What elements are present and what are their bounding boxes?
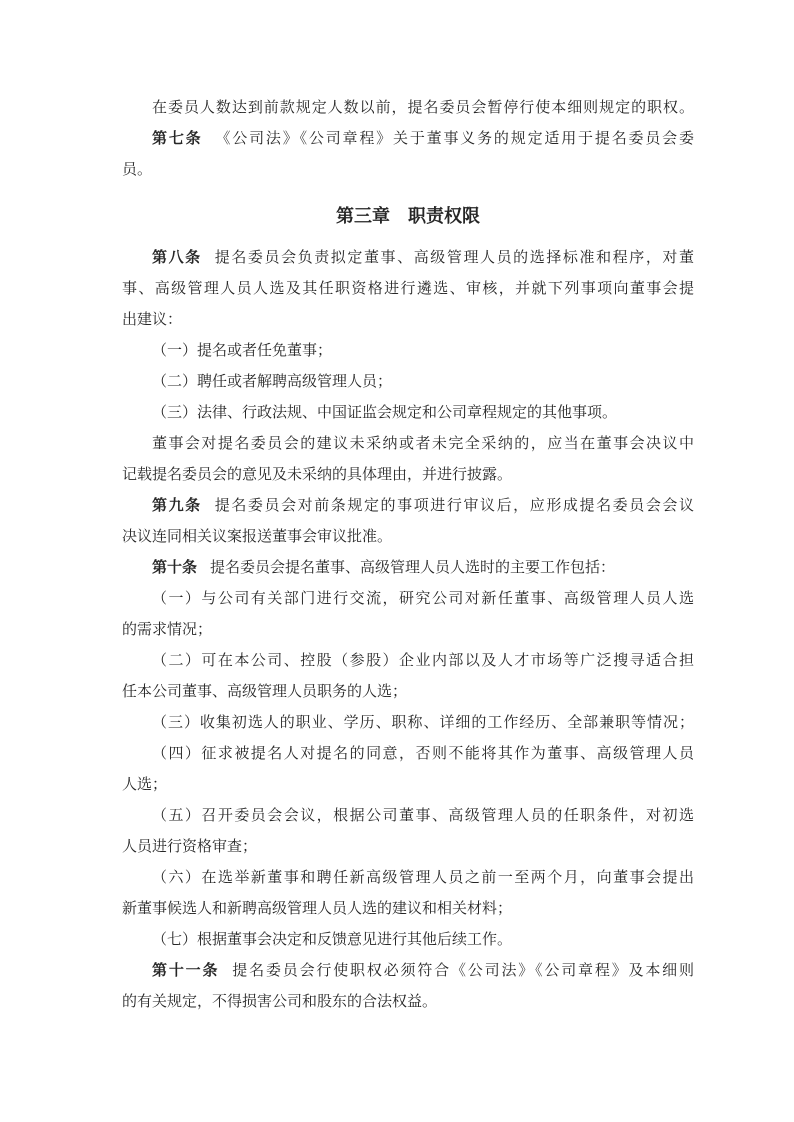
chapter-heading: 第三章 职责权限 [336,206,480,226]
document-line [122,124,694,155]
document-line: （三）法律、行政法规、中国证监会规定和公司章程规定的其他事项。 [152,405,618,421]
document-line [122,553,694,584]
document-line: 任本公司董事、高级管理人员职务的人选； [122,684,408,700]
line-text: 提名委员会行使职权必须符合《公司法》《公司章程》及本细则 [232,963,694,979]
document-line: 决议连同相关议案报送董事会审议批准。 [122,529,393,545]
line-text: 提名委员会负责拟定董事、高级管理人员的选择标准和程序，对董 [214,250,694,266]
article-number: 第十条 [152,560,198,576]
document-line: 人选； [122,777,168,793]
document-line: 出建议： [122,312,183,328]
document-line [122,491,694,522]
document-line: 在委员人数达到前款规定人数以前，提名委员会暂停行使本细则规定的职权。 [152,100,694,116]
document-line: 的有关规定，不得损害公司和股东的合法权益。 [122,994,438,1010]
document-line: （四）征求被提名人对提名的同意，否则不能将其作为董事、高级管理人员 [152,746,694,762]
document-line: 新董事候选人和新聘高级管理人员人选的建议和相关材料； [122,901,513,917]
line-text: 《公司法》《公司章程》关于董事义务的规定适用于提名委员会委 [215,131,694,147]
document-line: 记载提名委员会的意见及未采纳的具体理由，并进行披露。 [122,467,513,483]
document-line: （一）与公司有关部门进行交流，研究公司对新任董事、高级管理人员人选 [152,591,694,607]
article-number: 第七条 [152,131,203,147]
document-line: 员。 [122,162,153,178]
article-number: 第八条 [152,250,202,266]
document-line: 的需求情况； [122,622,213,638]
document-body [122,93,694,1018]
document-line: 人员进行资格审查； [122,839,258,855]
article-number: 第十一条 [152,963,220,979]
document-line: （五）召开委员会会议，根据公司董事、高级管理人员的任职条件，对初选 [152,808,694,824]
document-line: （二）聘任或者解聘高级管理人员； [152,374,393,390]
document-line: （三）收集初选人的职业、学历、职称、详细的工作经历、全部兼职等情况； [152,715,694,731]
document-line: （七）根据董事会决定和反馈意见进行其他后续工作。 [152,932,513,948]
line-text: 提名委员会对前条规定的事项进行审议后，应形成提名委员会会议 [214,498,694,514]
article-number: 第九条 [152,498,202,514]
document-line [122,243,694,274]
document-line: （二）可在本公司、控股（参股）企业内部以及人才市场等广泛搜寻适合担 [152,653,694,669]
document-line: 事、高级管理人员人选及其任职资格进行遴选、审核，并就下列事项向董事会提 [122,281,694,297]
document-line [122,956,694,987]
document-line: （一）提名或者任免董事； [152,343,333,359]
line-text: 提名委员会提名董事、高级管理人员人选时的主要工作包括： [210,560,616,576]
document-line: （六）在选举新董事和聘任新高级管理人员之前一至两个月，向董事会提出 [152,870,694,886]
document-line: 董事会对提名委员会的建议未采纳或者未完全采纳的，应当在董事会决议中 [152,436,694,452]
